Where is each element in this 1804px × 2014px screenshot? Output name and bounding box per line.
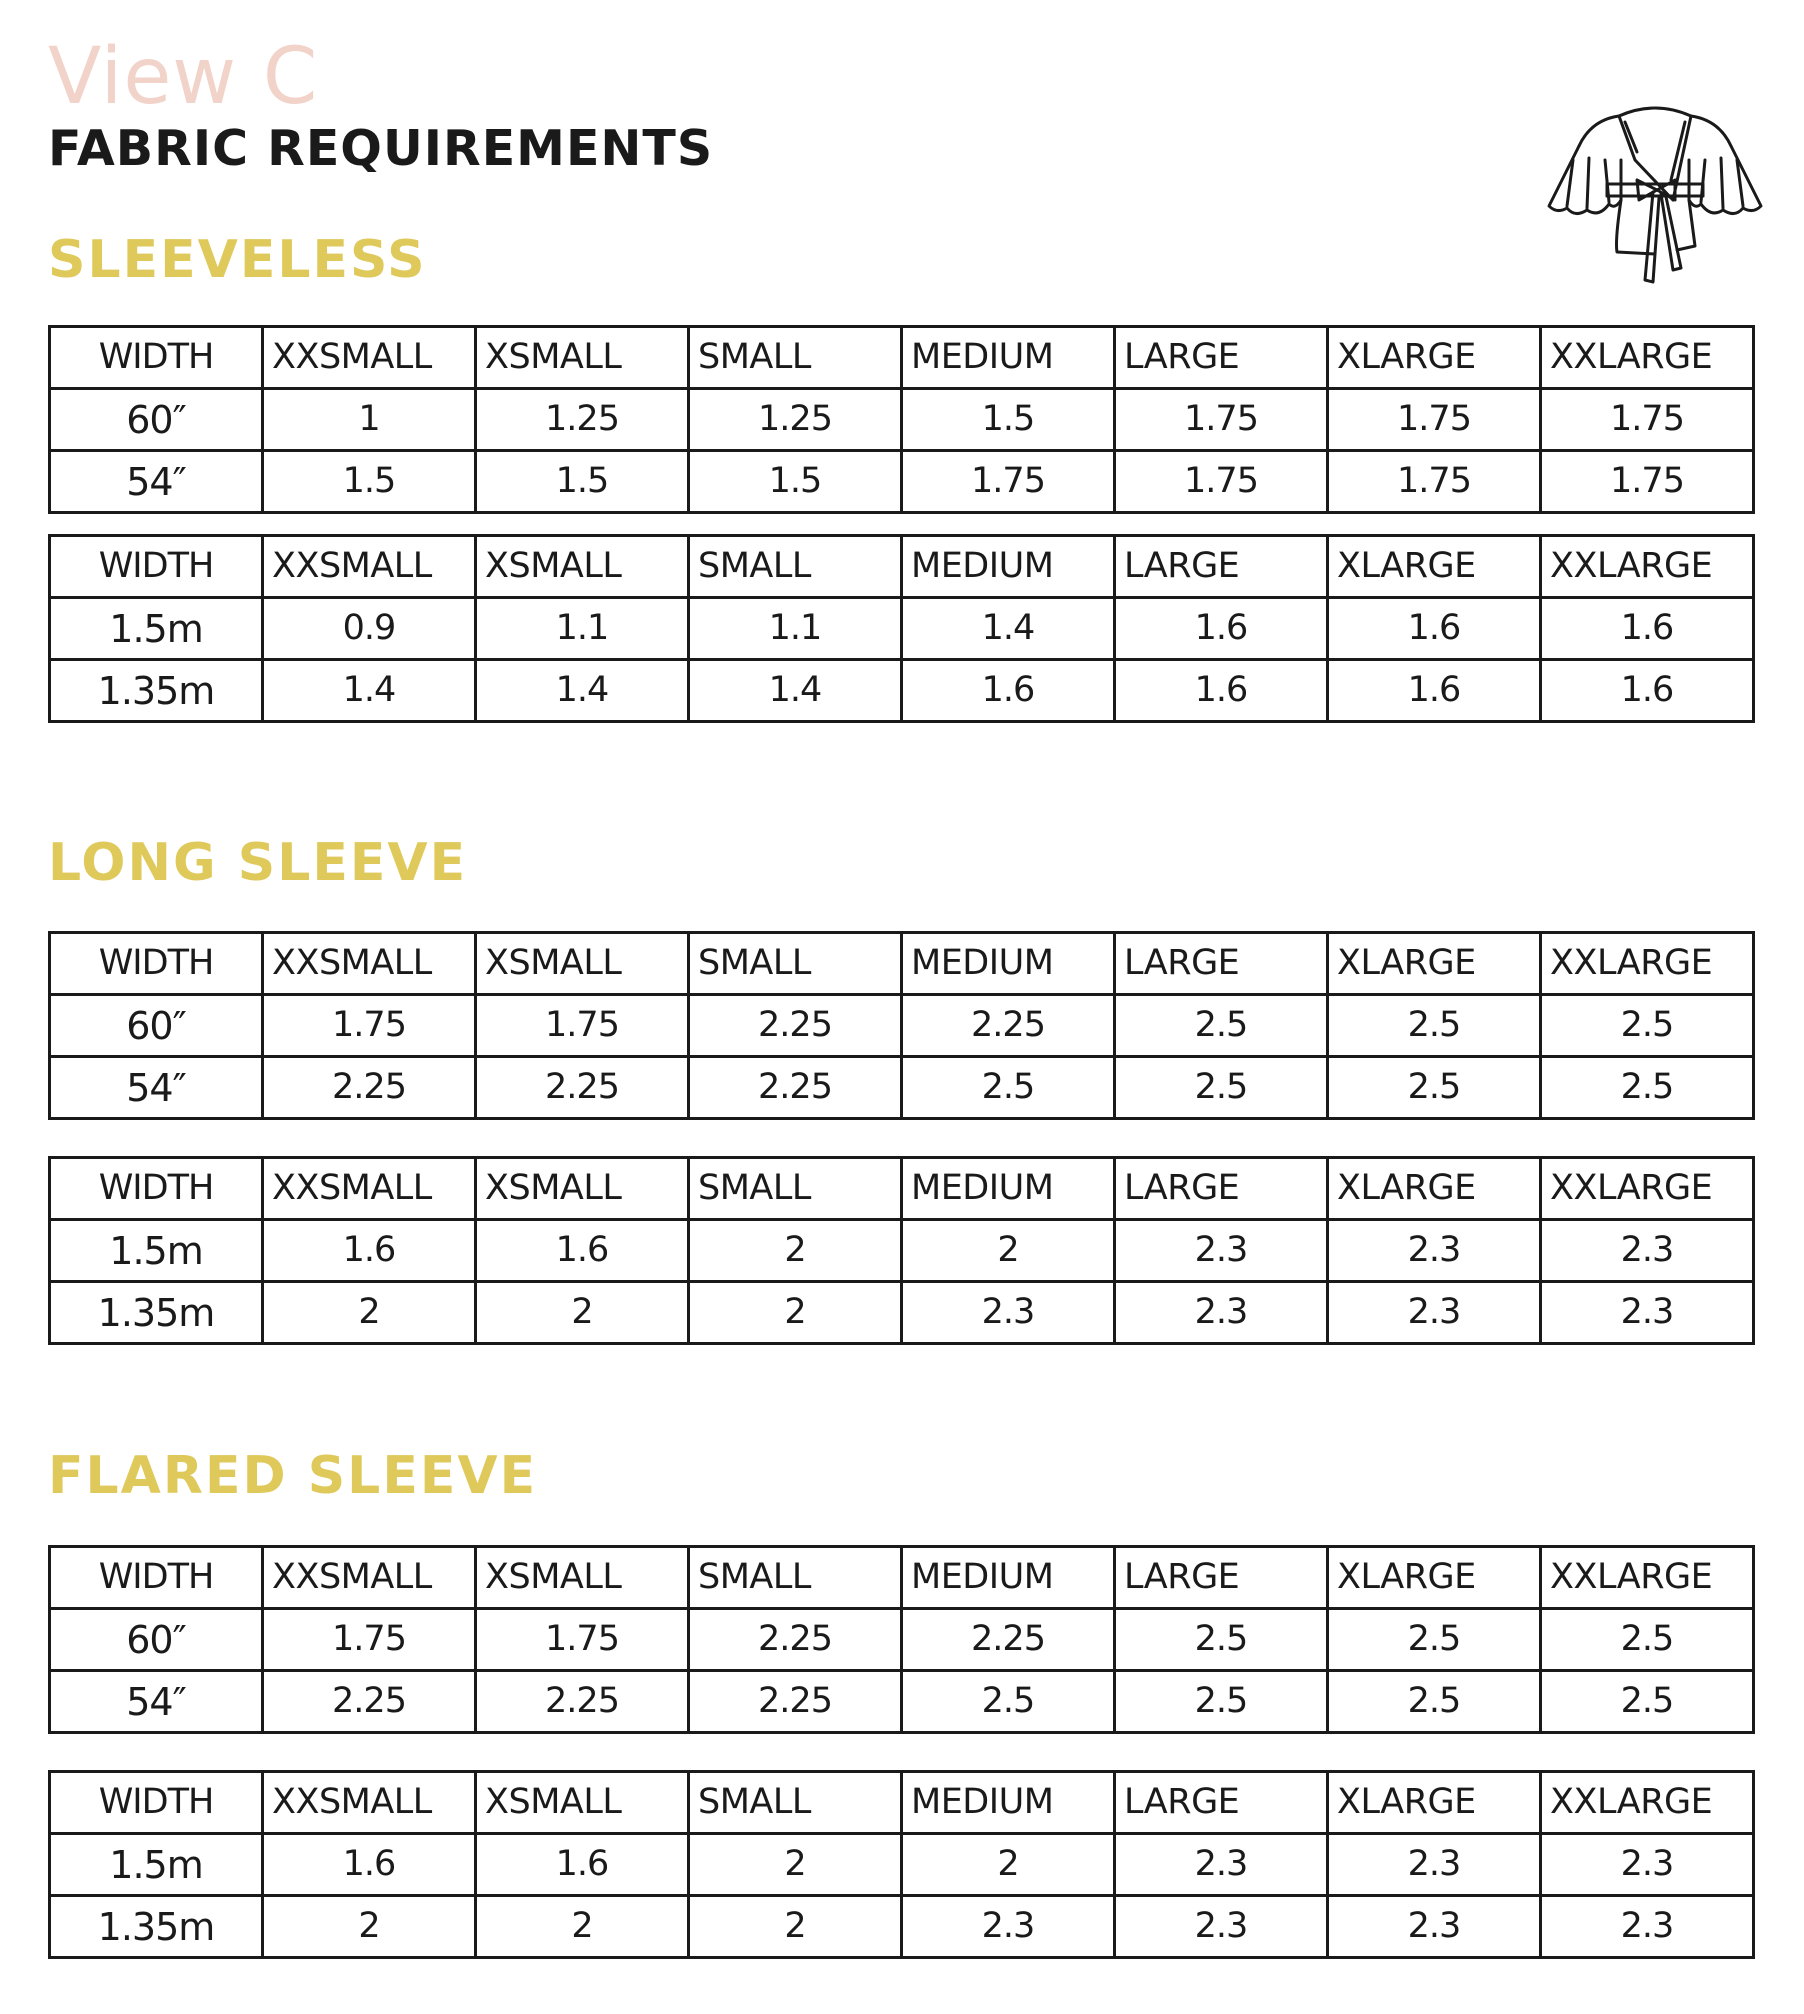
table-cell: 2	[689, 1282, 902, 1344]
table-row	[50, 1896, 1754, 1958]
header-cell: XXLARGE	[1541, 327, 1754, 389]
header-cell: XLARGE	[1328, 1772, 1541, 1834]
table-cell: 1.5	[902, 389, 1115, 451]
table-cell: 1.75	[1541, 389, 1754, 451]
table-header-row	[50, 327, 1754, 389]
table-cell: 2.5	[1541, 995, 1754, 1057]
header-cell: XXLARGE	[1541, 933, 1754, 995]
header-cell: SMALL	[689, 933, 902, 995]
table-cell: 2.3	[1115, 1896, 1328, 1958]
table-cell: 2.3	[1115, 1834, 1328, 1896]
table-cell: 0.9	[263, 598, 476, 660]
table-cell: 2	[476, 1282, 689, 1344]
header-cell: XXSMALL	[263, 933, 476, 995]
row-label: 54″	[50, 451, 263, 513]
table-cell: 2.5	[1541, 1057, 1754, 1119]
table-cell: 1.6	[1115, 598, 1328, 660]
table-cell: 1.6	[476, 1834, 689, 1896]
table-row	[50, 995, 1754, 1057]
row-label: 54″	[50, 1057, 263, 1119]
table-cell: 2.5	[1541, 1609, 1754, 1671]
table-cell: 2.3	[1328, 1220, 1541, 1282]
header-cell: XLARGE	[1328, 327, 1541, 389]
table-cell: 1.6	[263, 1834, 476, 1896]
header-cell: XXLARGE	[1541, 1772, 1754, 1834]
flared-sleeve-metric-table	[48, 1770, 1755, 1959]
header-cell: LARGE	[1115, 1547, 1328, 1609]
row-label: 60″	[50, 389, 263, 451]
table-cell: 2	[902, 1834, 1115, 1896]
table-cell: 1	[263, 389, 476, 451]
table-cell: 2.25	[902, 1609, 1115, 1671]
header-cell: WIDTH	[50, 536, 263, 598]
table-cell: 2.5	[1115, 1609, 1328, 1671]
table-cell: 1.25	[689, 389, 902, 451]
table-cell: 2	[263, 1282, 476, 1344]
table-cell: 1.75	[263, 995, 476, 1057]
flared-sleeve-inches-table	[48, 1545, 1755, 1734]
table-cell: 2	[689, 1834, 902, 1896]
table-cell: 1.5	[476, 451, 689, 513]
header-cell: MEDIUM	[902, 536, 1115, 598]
table-cell: 2.5	[1115, 1671, 1328, 1733]
table-cell: 2.25	[689, 1057, 902, 1119]
row-label: 1.5m	[50, 1834, 263, 1896]
table-header-row	[50, 1772, 1754, 1834]
header-cell: WIDTH	[50, 933, 263, 995]
header-cell: LARGE	[1115, 1772, 1328, 1834]
table-cell: 1.4	[902, 598, 1115, 660]
table-cell: 2.3	[1328, 1834, 1541, 1896]
row-label: 1.35m	[50, 1896, 263, 1958]
sleeveless-inches-table	[48, 325, 1755, 514]
table-cell: 2.3	[902, 1282, 1115, 1344]
table-row	[50, 1057, 1754, 1119]
table-cell: 1.25	[476, 389, 689, 451]
table-cell: 2.5	[1115, 995, 1328, 1057]
header-cell: XLARGE	[1328, 933, 1541, 995]
table-cell: 2.5	[902, 1057, 1115, 1119]
table-cell: 1.75	[902, 451, 1115, 513]
sleeveless-metric-table	[48, 534, 1755, 723]
header-cell: XSMALL	[476, 327, 689, 389]
table-header-row	[50, 1158, 1754, 1220]
header-cell: XSMALL	[476, 536, 689, 598]
table-cell: 2.25	[689, 1671, 902, 1733]
table-cell: 2.5	[1328, 1057, 1541, 1119]
table-cell: 2.5	[1328, 1609, 1541, 1671]
table-header-row	[50, 1547, 1754, 1609]
table-cell: 2.25	[476, 1671, 689, 1733]
header-cell: WIDTH	[50, 1547, 263, 1609]
table-cell: 1.4	[263, 660, 476, 722]
table-cell: 1.6	[1328, 598, 1541, 660]
table-cell: 2.25	[263, 1057, 476, 1119]
header-cell: SMALL	[689, 536, 902, 598]
table-row	[50, 1220, 1754, 1282]
table-cell: 1.5	[263, 451, 476, 513]
long-sleeve-inches-table	[48, 931, 1755, 1120]
header-cell: XXLARGE	[1541, 1547, 1754, 1609]
header-cell: WIDTH	[50, 1158, 263, 1220]
table-cell: 2.3	[1328, 1896, 1541, 1958]
table-cell: 1.75	[1115, 389, 1328, 451]
row-label: 1.35m	[50, 660, 263, 722]
table-cell: 1.75	[476, 1609, 689, 1671]
header-cell: MEDIUM	[902, 327, 1115, 389]
table-cell: 2.5	[902, 1671, 1115, 1733]
table-cell: 1.6	[263, 1220, 476, 1282]
table-cell: 2.5	[1541, 1671, 1754, 1733]
table-cell: 2	[476, 1896, 689, 1958]
table-cell: 1.5	[689, 451, 902, 513]
table-cell: 2.25	[689, 995, 902, 1057]
header-cell: XXSMALL	[263, 1158, 476, 1220]
table-cell: 2	[689, 1220, 902, 1282]
table-cell: 1.4	[689, 660, 902, 722]
page-title: FABRIC REQUIREMENTS	[48, 120, 714, 177]
header-cell: XXLARGE	[1541, 536, 1754, 598]
table-header-row	[50, 536, 1754, 598]
table-row	[50, 1282, 1754, 1344]
row-label: 60″	[50, 995, 263, 1057]
table-cell: 2.3	[902, 1896, 1115, 1958]
table-cell: 2.3	[1541, 1834, 1754, 1896]
table-cell: 1.6	[476, 1220, 689, 1282]
table-cell: 1.75	[1115, 451, 1328, 513]
header-cell: XXSMALL	[263, 1772, 476, 1834]
table-cell: 1.4	[476, 660, 689, 722]
table-row	[50, 451, 1754, 513]
table-cell: 2.25	[689, 1609, 902, 1671]
table-cell: 1.75	[476, 995, 689, 1057]
row-label: 60″	[50, 1609, 263, 1671]
table-cell: 2.3	[1541, 1896, 1754, 1958]
row-label: 1.5m	[50, 598, 263, 660]
table-cell: 2.3	[1541, 1220, 1754, 1282]
table-cell: 1.75	[263, 1609, 476, 1671]
header-cell: LARGE	[1115, 933, 1328, 995]
table-row	[50, 1671, 1754, 1733]
table-row	[50, 660, 1754, 722]
header-cell: XLARGE	[1328, 1547, 1541, 1609]
table-row	[50, 389, 1754, 451]
header-cell: LARGE	[1115, 327, 1328, 389]
table-row	[50, 1834, 1754, 1896]
header-cell: XSMALL	[476, 1547, 689, 1609]
long-sleeve-metric-table	[48, 1156, 1755, 1345]
header-cell: SMALL	[689, 1547, 902, 1609]
section-title-flared-sleeve: FLARED SLEEVE	[48, 1446, 538, 1506]
header-cell: XLARGE	[1328, 1158, 1541, 1220]
section-title-long-sleeve: LONG SLEEVE	[48, 833, 468, 893]
header-cell: LARGE	[1115, 1158, 1328, 1220]
header-cell: MEDIUM	[902, 1547, 1115, 1609]
header-cell: XLARGE	[1328, 536, 1541, 598]
header-cell: MEDIUM	[902, 1772, 1115, 1834]
table-cell: 2	[689, 1896, 902, 1958]
table-cell: 1.1	[689, 598, 902, 660]
table-cell: 1.75	[1541, 451, 1754, 513]
header-cell: SMALL	[689, 1158, 902, 1220]
header-cell: MEDIUM	[902, 933, 1115, 995]
header-cell: XXLARGE	[1541, 1158, 1754, 1220]
header-cell: WIDTH	[50, 327, 263, 389]
table-cell: 1.75	[1328, 451, 1541, 513]
header-cell: XXSMALL	[263, 536, 476, 598]
table-cell: 2.3	[1115, 1220, 1328, 1282]
table-cell: 2.5	[1328, 995, 1541, 1057]
header-cell: SMALL	[689, 1772, 902, 1834]
table-cell: 1.6	[1328, 660, 1541, 722]
table-cell: 2.3	[1328, 1282, 1541, 1344]
row-label: 1.5m	[50, 1220, 263, 1282]
table-cell: 2	[902, 1220, 1115, 1282]
header-cell: XXSMALL	[263, 1547, 476, 1609]
row-label: 54″	[50, 1671, 263, 1733]
table-cell: 1.6	[902, 660, 1115, 722]
table-cell: 1.75	[1328, 389, 1541, 451]
table-cell: 2	[263, 1896, 476, 1958]
table-cell: 2.5	[1115, 1057, 1328, 1119]
table-cell: 1.6	[1115, 660, 1328, 722]
header-cell: XXSMALL	[263, 327, 476, 389]
row-label: 1.35m	[50, 1282, 263, 1344]
header-cell: XSMALL	[476, 933, 689, 995]
table-cell: 1.1	[476, 598, 689, 660]
table-cell: 2.3	[1541, 1282, 1754, 1344]
header-cell: XSMALL	[476, 1158, 689, 1220]
table-cell: 1.6	[1541, 598, 1754, 660]
header-cell: MEDIUM	[902, 1158, 1115, 1220]
header-cell: XSMALL	[476, 1772, 689, 1834]
table-cell: 2.25	[476, 1057, 689, 1119]
table-header-row	[50, 933, 1754, 995]
section-title-sleeveless: SLEEVELESS	[48, 230, 427, 290]
view-title: View C	[48, 32, 319, 122]
table-cell: 1.6	[1541, 660, 1754, 722]
header-cell: WIDTH	[50, 1772, 263, 1834]
table-cell: 2.25	[263, 1671, 476, 1733]
wrap-top-illustration-icon	[1545, 100, 1765, 300]
table-row	[50, 1609, 1754, 1671]
table-row	[50, 598, 1754, 660]
header-cell: LARGE	[1115, 536, 1328, 598]
table-cell: 2.3	[1115, 1282, 1328, 1344]
table-cell: 2.5	[1328, 1671, 1541, 1733]
table-cell: 2.25	[902, 995, 1115, 1057]
header-cell: SMALL	[689, 327, 902, 389]
